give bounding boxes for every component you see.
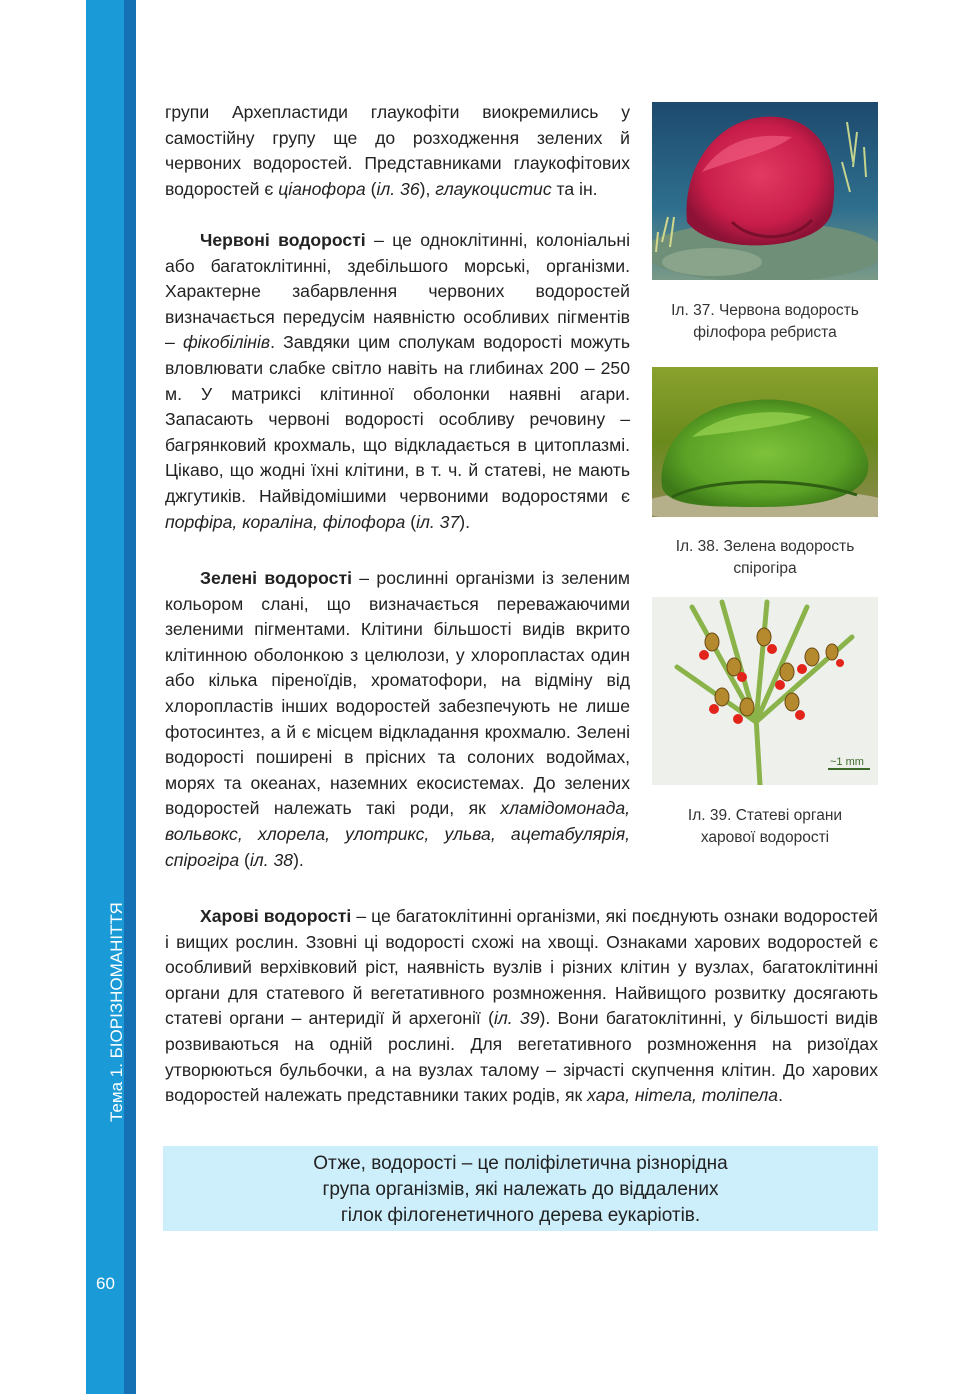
sidebar-band — [86, 0, 124, 1394]
page-margin — [0, 0, 86, 1394]
caption-fig-38: Іл. 38. Зелена водорость спірогіра — [675, 538, 855, 577]
paragraph-green-algae: Зелені водорості – рослинні організми із зеленим кольором слані, що визначається переважаючими зеленими пігментами. Клітини більшості видів вкрито клітинною оболонкою з целюлози, у хлоропластах один або кілька піреноїдів, хроматофори, на відміну від хлоропластів інших водоростей забезпечують не лише фотосинтез, а й є місцем відкладання крохмалю. Зелені водорості поширені в прісних та солоних водоймах, морях та океанах, наземних екосистемах. До зелених водоростей належать такі роди, як хламідомонада, вольвокс, хлорела, улотрикс, ульва, ацетабулярія, спірогіра (іл. 38). — [165, 568, 630, 870]
figure-red-algae-photo — [652, 102, 878, 280]
paragraph-glaucophytes: групи Архепластиди глаукофіти виокремились у самостійну групу ще до розходження зелених й червоних водоростей. Представниками глаукофітових водоростей є ціанофора (іл. 36), глаукоцистис та ін. — [165, 102, 630, 199]
figure-charophyte-photo — [652, 597, 878, 785]
paragraph-charophytes: Харові водорості – це багатоклітинні організми, які поєднують ознаки водоростей і вищих рослин. Ззовні ці водорості схожі на хвощі. Ознаками харових водоростей є особливий верхівковий ріст, наявність вузлів і різних клітин у вузлах, багатоклітинні органи для статевого й вегетативного розмноження. Найвищого розвитку досягають статеві органи – антеридії й архегонії (іл. 39). Вони багатоклітинні, у більшості видів розвиваються на одній рослині. Для вегетативного розмноження на ризоїдах утворюються бульбочки, а на вузлах талому – зірчасті скупчення клітин. До харових водоростей належать представники таких родів, як хара, нітела, толіпела. — [165, 906, 879, 1106]
paragraph-red-algae: Червоні водорості – це одноклітинні, колоніальні або багатоклітинні, здебільшого морські, організми. Характерне забарвлення червоних водоростей визначається передусім наявністю особливих пігментів – фікобілінів. Завдяки цим сполукам водорості можуть вловлювати слабке світло навіть на глибинах 200 – 250 м. У матриксі клітинної оболонки наявні агари. Запасають червоні водорості особливу речовину – багрянковий крохмаль, що відкладається в цитоплазмі. Цікаво, що жодні їхні клітини, в т. ч. й статеві, не мають джгутиків. Найвідомішими червоними водоростями є порфіра, кораліна, філофора (іл. 37). — [165, 230, 630, 532]
summary-box — [163, 1146, 878, 1231]
term-red-algae: Червоні водорості — [200, 230, 366, 250]
sidebar-band-edge — [124, 0, 136, 1394]
term-charophytes: Харові водорості — [200, 906, 352, 926]
topic-label: Тема 1. БІОРІЗНОМАНІТТЯ — [107, 902, 126, 1122]
caption-fig-39: Іл. 39. Статеві органи харової водорості — [687, 807, 843, 846]
scale-bar-label: ~1 mm — [830, 756, 864, 768]
summary-line-1: Отже, водорості – це поліфілетична різнорідна — [313, 1153, 728, 1174]
page-number: 60 — [96, 1274, 115, 1293]
term-green-algae: Зелені водорості — [200, 568, 352, 588]
caption-fig-37: Іл. 37. Червона водорость філофора ребриста — [671, 302, 859, 341]
summary-line-2: група організмів, які належать до віддалених — [322, 1179, 719, 1200]
figure-green-algae-photo — [652, 367, 878, 517]
summary-line-3: гілок філогенетичного дерева еукаріотів. — [340, 1205, 701, 1226]
